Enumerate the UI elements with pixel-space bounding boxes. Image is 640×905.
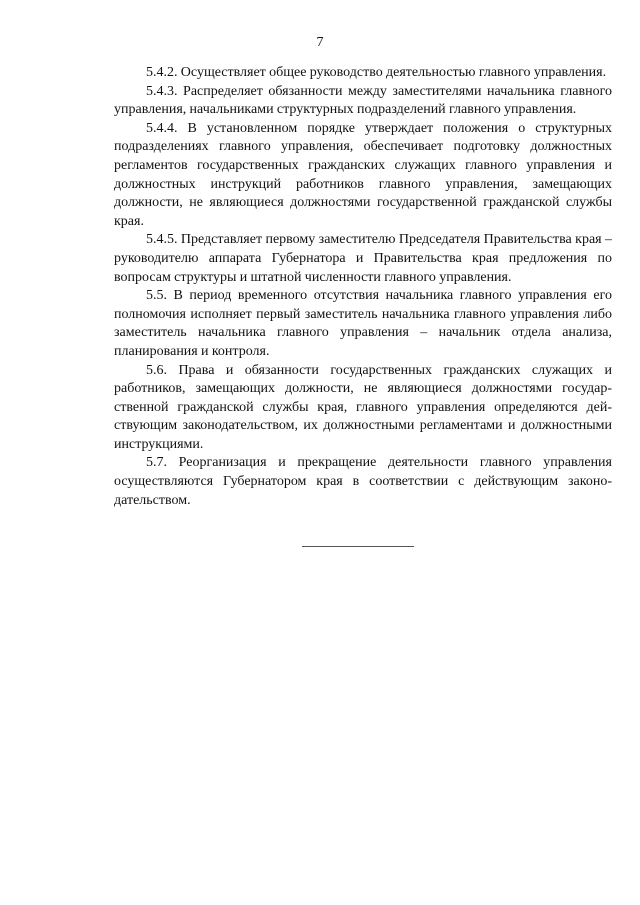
page-number: 7 [316, 35, 324, 50]
paragraph-5-4-4: 5.4.4. В установленном порядке утверждает положения о структурных подразделениях главного управления, обеспечивает подготовку должностных регламентов государственных гражданских служащих главного управления и должностных инструкций работников главного управления, замещающих должности, не являющиеся должностями государственной гражданской службы края. [114, 120, 612, 229]
end-divider [302, 546, 414, 547]
paragraph-5-7: 5.7. Реорганизация и прекращение деятельности главного управления осуществляются Губернатором края в соответствии с действующим законодательством. [114, 455, 612, 508]
paragraph-5-6: 5.6. Права и обязанности государственных гражданских служащих и работников, замещающих должности, не являющиеся должностями государственной гражданской службы края, главного управления определяются действующим законодательством, их должностными регламентами и должностными инструкциями. [114, 362, 612, 452]
paragraph-5-4-2: 5.4.2. Осуществляет общее руководство деятельностью главного управления. [146, 65, 607, 80]
paragraph-5-5: 5.5. В период временного отсутствия начальника главного управления его полномочия исполняет первый заместитель начальника главного управления либо заместитель начальника главного управления – начальник отдела анализа, планирования и контроля. [114, 288, 612, 359]
paragraph-5-4-3: 5.4.3. Распределяет обязанности между заместителями начальника главного управления, начальниками структурных подразделений главного управления. [114, 83, 612, 118]
paragraph-5-4-5: 5.4.5. Представляет первому заместителю Председателя Правительства края – руководителю аппарата Губернатора и Правительства края предложения по вопросам структуры и штатной численности главного управления. [114, 232, 612, 285]
document-body [114, 64, 612, 510]
